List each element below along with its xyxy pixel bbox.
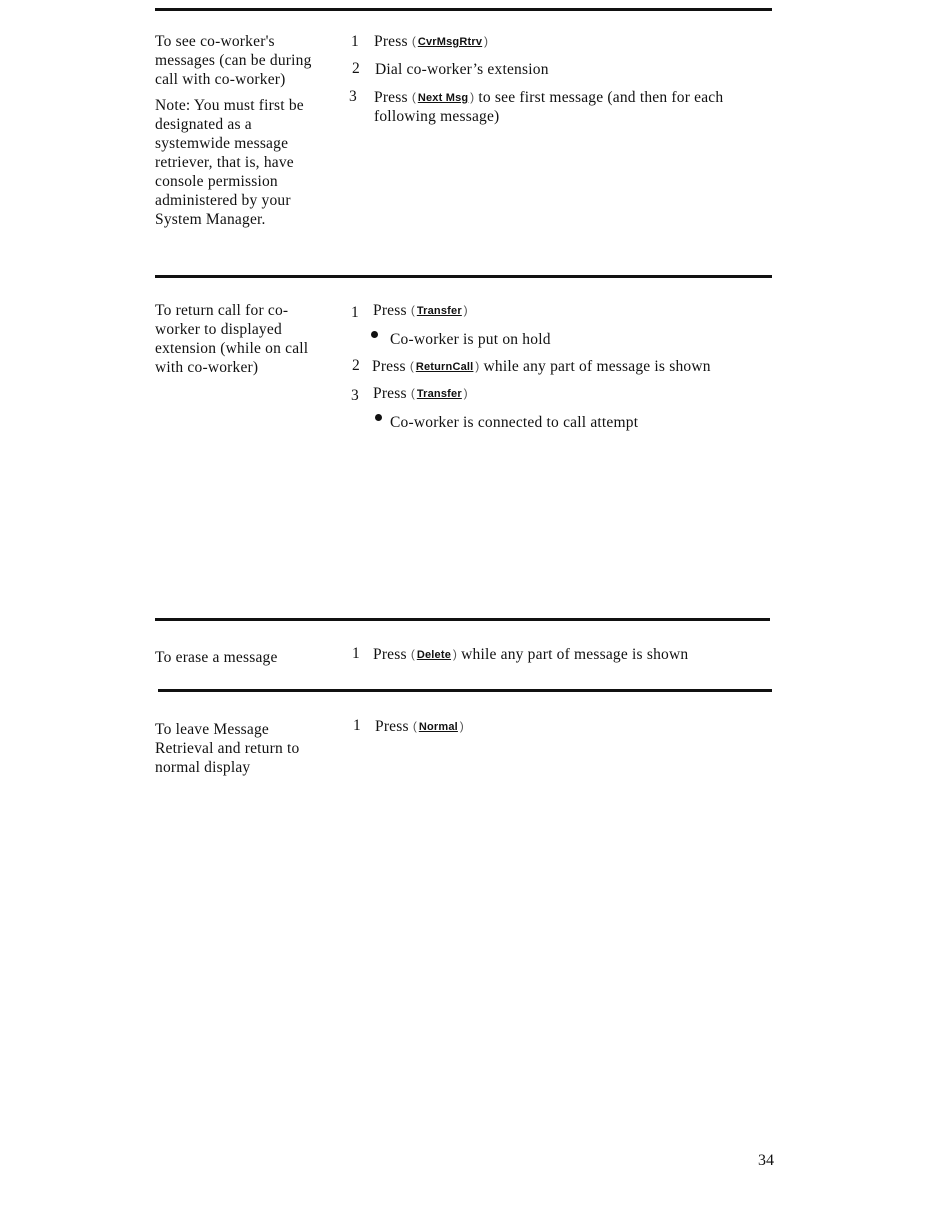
description-text: To erase a message xyxy=(155,649,278,666)
step-text: Press xyxy=(374,89,408,106)
step-line xyxy=(372,357,711,378)
step-number: 1 xyxy=(353,717,361,734)
step-number: 1 xyxy=(352,645,360,662)
step-text: Press xyxy=(373,385,407,402)
step-number: 1 xyxy=(351,304,359,321)
description-text: To return call for co-worker to displayed extension (while on call with co-worker) xyxy=(155,302,309,376)
step-number: 2 xyxy=(352,357,360,374)
step-line xyxy=(373,301,468,322)
transfer-key: ( Transfer ) xyxy=(411,385,468,404)
note-text: Note: You must first be designated as a systemwide message retriever, that is, have console permission administered by your System Manager. xyxy=(155,97,304,228)
page-number: 34 xyxy=(758,1152,774,1169)
step-line xyxy=(374,88,723,109)
section-divider xyxy=(155,275,772,278)
step-text: Press xyxy=(373,302,407,319)
step-text: Press xyxy=(375,718,409,735)
step-number: 1 xyxy=(351,33,359,50)
description-text: To leave Message Retrieval and return to normal display xyxy=(155,721,300,776)
bullet-icon xyxy=(375,414,382,421)
section-3-description xyxy=(155,648,335,674)
step-text: Press xyxy=(373,646,407,663)
step-text: Press xyxy=(372,358,406,375)
step-number: 2 xyxy=(352,60,360,77)
section-divider xyxy=(155,618,770,621)
step-number: 3 xyxy=(349,88,357,105)
section-divider xyxy=(155,8,772,11)
step-line xyxy=(374,32,488,53)
section-divider xyxy=(158,689,772,692)
section-1-description xyxy=(155,32,327,236)
bullet-icon xyxy=(371,331,378,338)
step-text: while any part of message is shown xyxy=(461,646,689,663)
step-line xyxy=(375,717,464,738)
normal-key: ( Normal ) xyxy=(413,718,464,737)
step-continuation: following message) xyxy=(374,108,500,125)
bullet-text: Co-worker is put on hold xyxy=(390,331,551,348)
bullet-text: Co-worker is connected to call attempt xyxy=(390,414,639,431)
returncall-key: ( ReturnCall ) xyxy=(410,358,480,377)
step-text: to see first message (and then for each xyxy=(478,89,724,106)
step-line xyxy=(373,384,468,405)
step-line: Dial co-worker’s extension xyxy=(375,61,549,78)
step-line xyxy=(373,645,688,666)
next-msg-key: ( Next Msg ) xyxy=(412,89,475,108)
transfer-key: ( Transfer ) xyxy=(411,302,468,321)
description-text: To see co-worker's messages (can be during call with co-worker) xyxy=(155,33,312,88)
cvrmsgrtrv-key: ( CvrMsgRtrv ) xyxy=(412,33,488,52)
delete-key: ( Delete ) xyxy=(411,646,457,665)
section-4-description xyxy=(155,720,327,784)
step-text: while any part of message is shown xyxy=(483,358,711,375)
section-2-description xyxy=(155,301,330,384)
step-number: 3 xyxy=(351,387,359,404)
step-text: Press xyxy=(374,33,408,50)
